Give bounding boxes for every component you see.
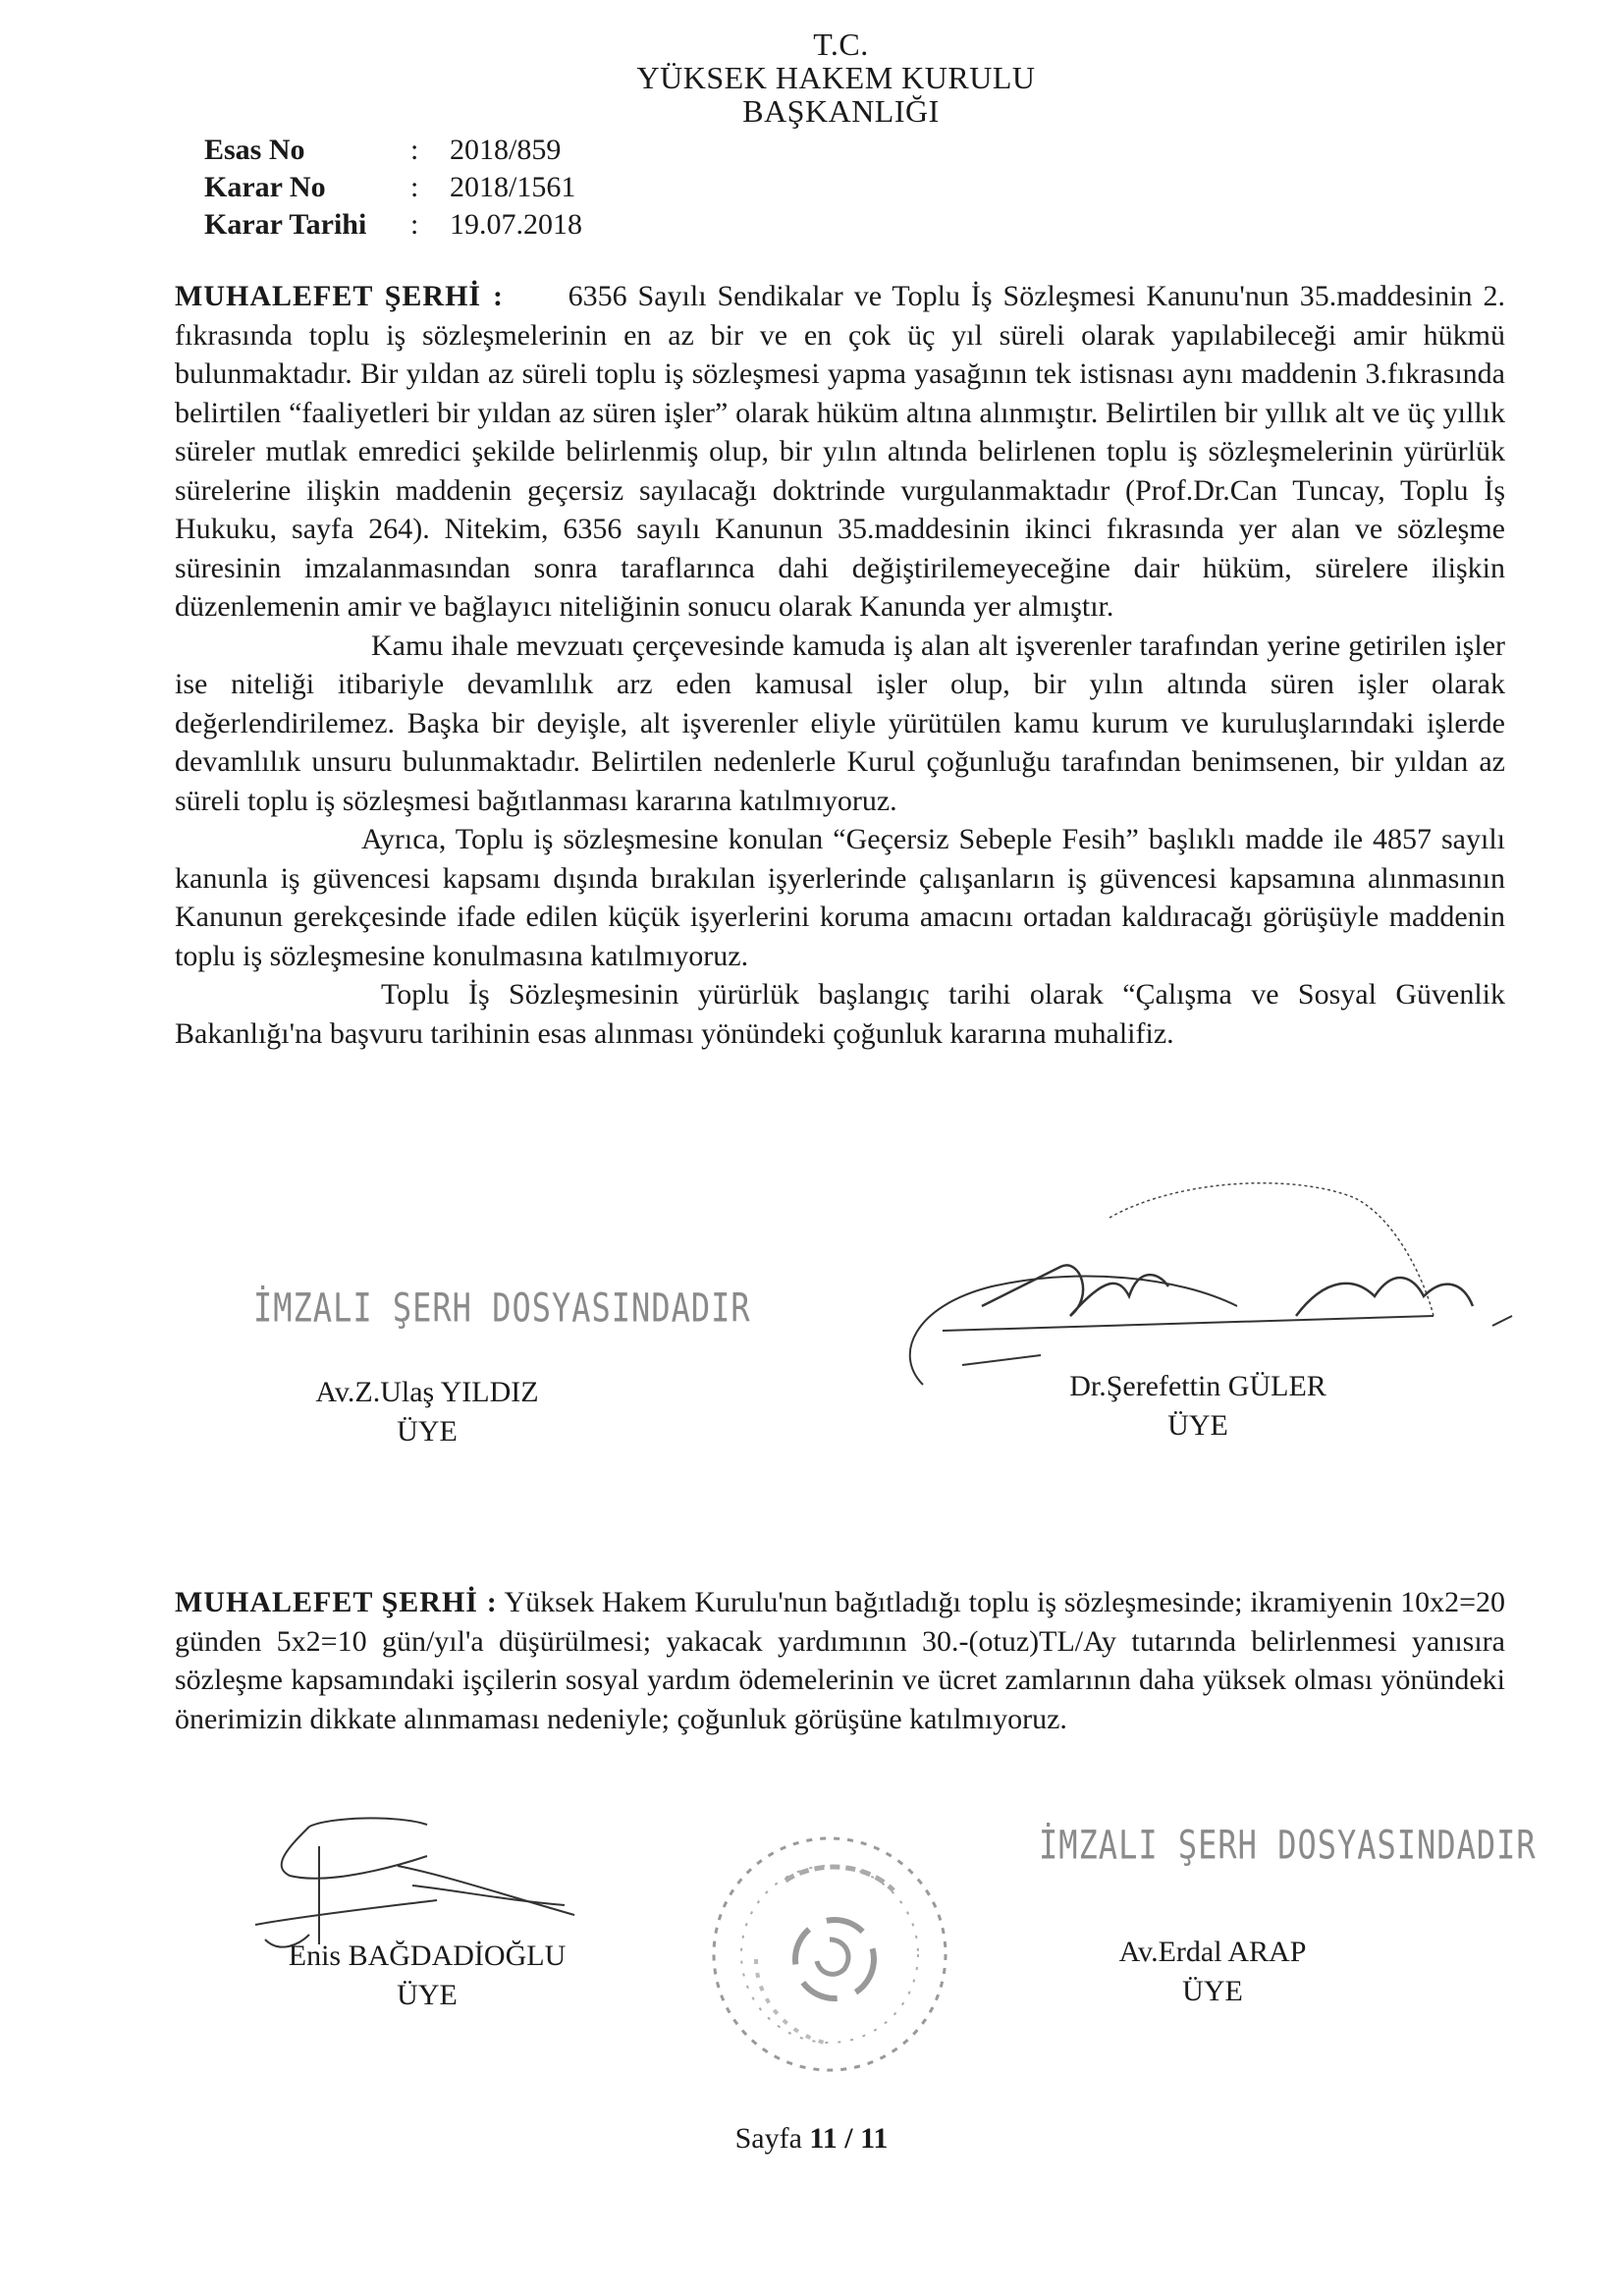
header-presidency: BAŞKANLIĞI <box>742 93 940 129</box>
signatory-yildiz <box>245 1373 609 1451</box>
signatory-name: Av.Erdal ARAP <box>1118 1936 1307 1968</box>
dissent-2-heading: MUHALEFET ŞERHİ : <box>175 1586 498 1618</box>
dissent-1-text: 6356 Sayılı Sendikalar ve Toplu İş Sözleşmesi Kanunu'nun 35.maddesinin 2. fıkrasında toplu iş sözleşmelerinin en az bir ve en çok üç yıl süreli olarak yapılabileceği amir hükmü bulunmaktadır. Bir yıldan az süreli toplu iş sözleşmesi yapma yasağının tek istisnası aynı maddenin 3.fıkrasında belirtilen “faaliyetleri bir yıldan az süren işler” olarak hüküm altına alınmıştır. Belirtilen bir yıllık alt ve üç yıllık süreler mutlak emredici şekilde belirlenmiş olup, bir yılın altında belirlenen toplu iş sözleşmelerinin yürürlük sürelerine ilişkin maddenin geçersiz sayılacağı doktrinde vurgulanmaktadır (Prof.Dr.Can Tuncay, Toplu İş Hukuku, sayfa 264). Nitekim, 6356 sayılı Kanunun 35.maddesinin ikinci fıkrasında yer alan ve sözleşme süresinin imzalanmasından sonra taraflarınca dahi değiştirilemeyeceğine dair hüküm, sürelere ilişkin düzenlemenin amir ve bağlayıcı niteliğinin sonucu olarak Kanunda yer almıştır. <box>175 280 1505 623</box>
dissent-1-paragraph-3: Ayrıca, Toplu iş sözleşmesine konulan “Geçersiz Sebeple Fesih” başlıklı madde ile 4857 sayılı kanunla iş güvencesi kapsamı dışında bırakılan işyerlerinde çalışanların iş güvencesi kapsamına alınmasının Kanunun gerekçesinde ifade edilen küçük işyerlerini koruma amacını ortadan kaldıracağı görüşüyle maddenin toplu iş sözleşmesine konulmasına katılmıyoruz. <box>175 823 1505 972</box>
tarih-label: Karar Tarihi <box>204 208 367 241</box>
tarih-value: 19.07.2018 <box>450 208 582 241</box>
karar-label: Karar No <box>204 171 326 203</box>
dissent-1-paragraph-2: Kamu ihale mevzuatı çerçevesinde kamuda iş alan alt işverenler tarafından yerine getirilen işler ise niteliği itibariyle devamlılık arz eden kamusal işler olup, bir yılın altında süren işler olarak değerlendirilemez. Başka bir deyişle, alt işverenler eliyle yürütülen kamu kurum ve kuruluşlarındaki işlerde devamlılık unsuru bulunmaktadır. Belirtilen nedenlerle Kurul çoğunluğu tarafından benimsenen, bir yıldan az süreli toplu iş sözleşmesi bağıtlanması kararına katılmıyoruz. <box>175 629 1505 817</box>
signed-dissent-stamp: İMZALI ŞERH DOSYASINDADIR <box>253 1285 751 1332</box>
signatory-role: ÜYE <box>1167 1409 1228 1442</box>
dissent-1-paragraph-1 <box>175 277 1505 627</box>
dissent-2-text: Yüksek Hakem Kurulu'nun bağıtladığı toplu iş sözleşmesinde; ikramiyenin 10x2=20 günden 5x2=10 gün/yıl'a düşürülmesi; yakacak yardımının 30.-(otuz)TL/Ay tutarında belirlenmesi yanısıra sözleşme kapsamındaki işçilerin sosyal yardım ödemelerinin ve ücret zamlarının daha yüksek olması yönündeki önerimizin dikkate alınmaması nedeniyle; çoğunluk görüşüne katılmıyoruz. <box>175 1586 1505 1735</box>
official-seal <box>697 1822 962 2087</box>
page-number: 11 / 11 <box>809 2122 889 2155</box>
signatory-role: ÜYE <box>1182 1975 1243 2007</box>
esas-value: 2018/859 <box>450 134 562 166</box>
page-prefix: Sayfa <box>734 2122 802 2155</box>
signatory-guler <box>1021 1367 1375 1446</box>
signed-dissent-stamp: İMZALI ŞERH DOSYASINDADIR <box>1039 1822 1537 1869</box>
esas-row <box>204 132 582 169</box>
case-meta <box>204 132 582 244</box>
signatory-name: Dr.Şerefettin GÜLER <box>1069 1370 1326 1402</box>
signatory-bagdadioglu <box>250 1937 604 2015</box>
header-tc: T.C. <box>813 27 869 62</box>
dissent-1-heading: MUHALEFET ŞERHİ : <box>175 280 505 312</box>
dissent-2-paragraph <box>175 1583 1505 1738</box>
signatory-name: Av.Z.Ulaş YILDIZ <box>315 1376 539 1408</box>
tarih-row <box>204 206 582 244</box>
esas-label: Esas No <box>204 134 305 166</box>
colon: : <box>410 208 419 241</box>
header-institution: YÜKSEK HAKEM KURULU <box>636 60 1036 95</box>
dissent-1 <box>175 277 1505 1053</box>
signatory-name: Enis BAĞDADİOĞLU <box>288 1940 567 1972</box>
dissent-1-paragraph-4: Toplu İş Sözleşmesinin yürürlük başlangıç tarihi olarak “Çalışma ve Sosyal Güvenlik Bakanlığı'na başvuru tarihinin esas alınması yönündeki çoğunluk kararına muhalifiz. <box>175 978 1505 1050</box>
colon: : <box>410 134 419 166</box>
karar-row <box>204 169 582 206</box>
dissent-2 <box>175 1583 1505 1738</box>
karar-value: 2018/1561 <box>450 171 576 203</box>
signatory-arap <box>1031 1933 1394 2011</box>
colon: : <box>410 171 419 203</box>
signatory-role: ÜYE <box>397 1979 458 2011</box>
signatory-role: ÜYE <box>397 1415 458 1448</box>
page-footer <box>0 2122 1623 2156</box>
